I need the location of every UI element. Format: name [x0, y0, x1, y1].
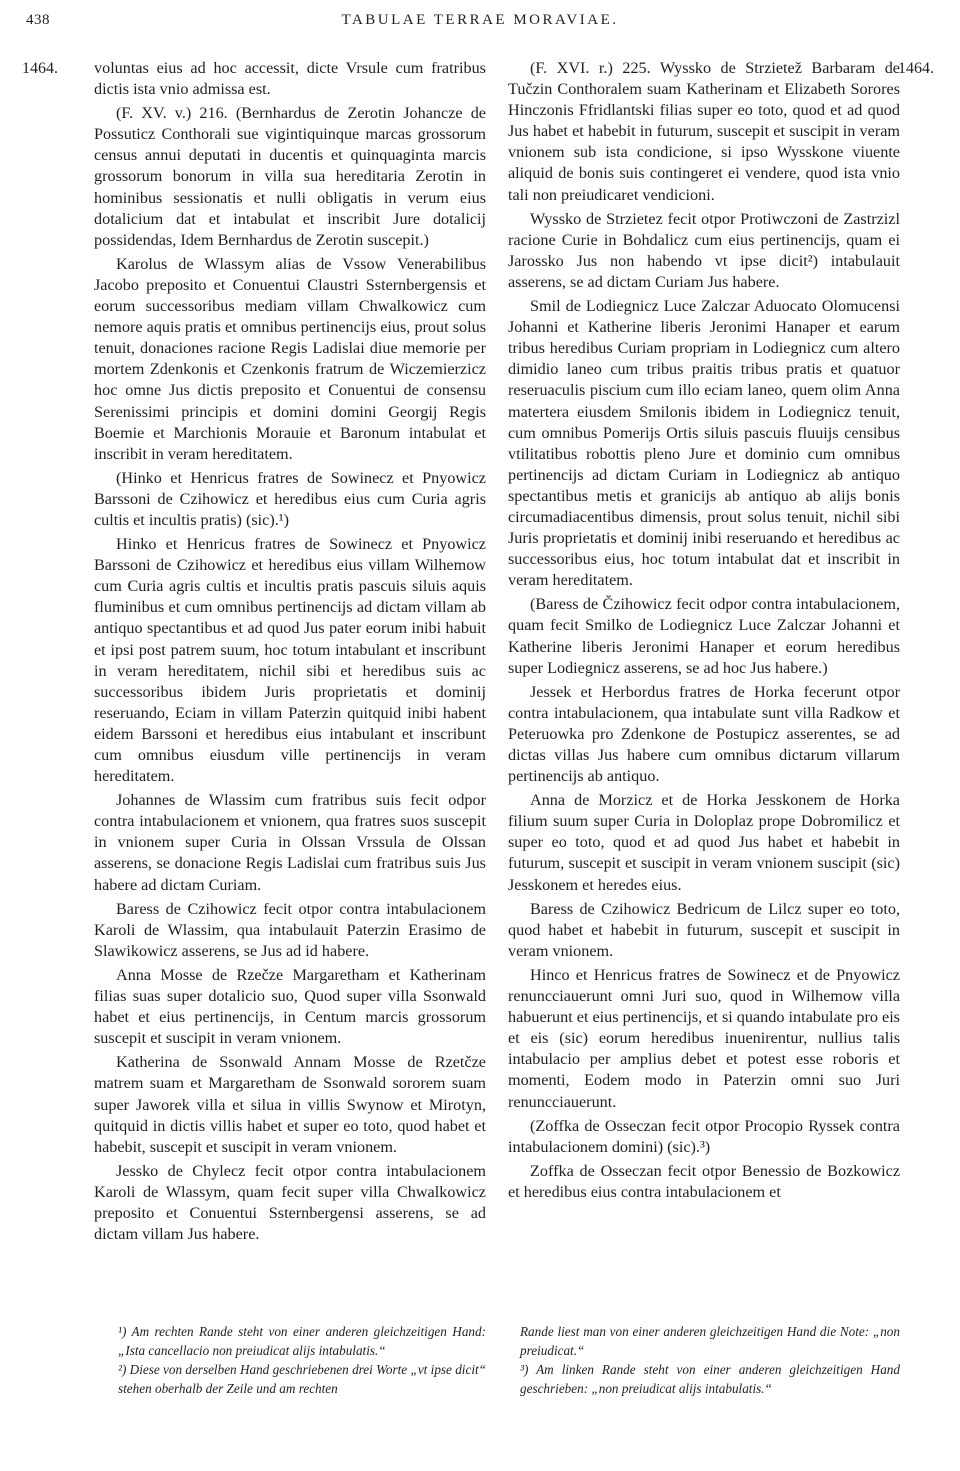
entry-234: Zoffka de Osseczan fecit otpor Benessio de Bozkowicz et heredibus eius contra intabulacionem et	[508, 1161, 900, 1201]
footnotes-left	[118, 1322, 486, 1398]
footnote-3: ³) Am linken Rande steht von einer anderen gleichzeitigen Hand geschrieben: „non preiudicat alijs intabulatis.“	[520, 1362, 900, 1396]
entry-220: Johannes de Wlassim cum fratribus suis fecit odpor contra intabulacionem et vnionem, qua fratres suos suscepit in vnionem super Curia in Olssan Vrssula de Olssan asserens, se donacione Regis Ladislai cum fratribus suis Jus habere ad dictam Curiam.	[94, 791, 486, 894]
running-title: TABULAE TERRAE MORAVIAE.	[341, 12, 619, 28]
entry-233: (Zoffka de Osseczan fecit otpor Procopio Ryssek contra intabulacionem domini) (sic).³)	[508, 1116, 900, 1156]
footnote-1: ¹) Am rechten Rande steht von einer anderen gleichzeitigen Hand: „Ista cancellacio non preiudicat alijs intabulatis.“	[118, 1324, 486, 1358]
entry-217: Karolus de Wlassym alias de Vssow Venerabilibus Jacobo preposito et Conuentui Claustri Ssternbergensis et eorum successoribus mediam villam Chwalkowicz cum nemore aquis pratis et omnibus pertinencijs eius, prout solus tenuit, donaciones racione Regis Ladislai diue memorie per mortem Zdenkonis et Czenkonis fratrum de Wiczemierzicz hoc omne Jus dictis preposito et Conuentui de consensu Serenissimi principis et domini domini Georgij Regis Boemie et Marchionis Morauie et Baronum intabulat et inscribit in veram hereditatem.	[94, 254, 486, 463]
entry-224: Jessko de Chylecz fecit otpor contra intabulacionem Karoli de Wlassym, quam fecit super villa Chwalkowicz preposito et Conuentui Ssternbergensi asserens, se ad dictam villam Jus habere.	[94, 1161, 486, 1244]
entry-227: Smil de Lodiegnicz Luce Zalczar Aduocato Olomucensi Johanni et Katherine liberis Jeronimi Hanaper et earum tribus heredibus Curiam propriam in Lodiegnicz cum altero dimidio laneo cum tribus praitis tribus pratis et quatuor reseruaculis piscium cum illo eciam laneo, quem olim Anna matertera eiusdem Smilonis ibidem in Lodiegnicz tenuit, cum omnibus Pomerijs Ortis siluis pascuis fluuijs censibus vtilitatibus robottis pleno Jure et dominio cum omnibus pertinencijs ad dictam Curiam in Lodiegnicz ab antiquo spectantibus metis et granicijs ab antiquo ab alijs bonis circumadiacentibus dimensis, prout solus tenuit, nichil sibi Juris proprietatis et dominij inibi reseruando et heredibus ac successoribus eius, hoc totum intabulat dat et inscribit in veram hereditatem.	[508, 297, 900, 590]
margin-year-right: 1464.	[898, 60, 934, 77]
entry-221: Baress de Czihowicz fecit otpor contra intabulacionem Karoli de Wlassim, qua intabulauit Paterzin Erasimo de Slawikowicz asserens, se Jus ad id habere.	[94, 899, 486, 960]
entry-230: Anna de Morzicz et de Horka Jesskonem de Horka filium suum super Curia in Doloplaz prope Dobromilicz et super eo toto, quod et ad quod Jus habet et habebit in futurum, suscepit et suscipit in veram vnionem suscipit (sic) Jesskonem et heredes eius.	[508, 791, 900, 894]
entry-226: Wyssko de Strzietez fecit otpor Protiwczoni de Zastrzizl racione Curie in Bohdalicz cum eius pertinencijs, quam ei Jarossko Jus non habendo vt ipse dicit²) intabulauit asserens, se ad dictam Curiam Jus habere.	[508, 209, 900, 291]
entry-223: Katherina de Ssonwald Annam Mosse de Rzetčze matrem suam et Margaretham de Ssonwald sororem suam super Jaworek villa et silua in villis Swynow et Mirotyn, quitquid in dictis villis habet et super eo toto, quod habet et habebit, suscepit et suscipit in veram vnionem.	[94, 1053, 486, 1156]
left-column	[94, 58, 486, 1248]
page-number: 438	[26, 12, 50, 28]
footnotes-right	[520, 1322, 900, 1398]
entry-228: (Baress de Čzihowicz fecit odpor contra intabulacionem, quam fecit Smilko de Lodiegnicz Luce Zalczar Johanni et Katherine liberis Jeronimi Hanaper et eorum heredibus super Lodiegnicz asserens, se ad hoc Jus habere.)	[508, 595, 900, 677]
entry-225: (F. XVI. r.) 225. Wyssko de Strzietež Barbaram de Tučzin Conthoralem suam Katherinam et Elizabeth Sorores Hinczonis Ffridlantski filias super eo toto, quod et ad quod Jus habet et habebit in futurum, suscepit et suscipit in veram vnionem sub ista condicione, si ipso Wysskone viuente aliquid de bonis suis contingeret ei vendere, quod ista vnio tali non preiudicaret vendicioni.	[508, 59, 900, 204]
entry-218: (Hinko et Henricus fratres de Sowinecz et Pnyowicz Barssoni de Czihowicz et heredibus eius cum Curia agris cultis et incultis pratis) (sic).¹)	[94, 468, 486, 529]
margin-year-left: 1464.	[22, 60, 58, 77]
entry-229: Jessek et Herbordus fratres de Horka fecerunt otpor contra intabulacionem, qua intabulate sunt villa Radkow et Peteruowka pro Zdenkone de Postupicz asserentes, se ad dictas villas Jus habere cum omnibus dictarum villarum pertinencijs ab antiquo.	[508, 682, 900, 786]
footnote-2: ²) Diese von derselben Hand geschriebenen drei Worte „vt ipse dicit“ stehen oberhalb der Zeile und am rechten	[118, 1362, 486, 1396]
entry-231: Baress de Czihowicz Bedricum de Lilcz super eo toto, quod habet et habebit in futurum, suscepit et suscipit in veram vnionem.	[508, 899, 900, 960]
entry-232: Hinco et Henricus fratres de Sowinecz et de Pnyowicz renuncciauerunt omni Juri suo, quod in Wilhemow villa habuerunt et eius pertinencijs, et si quando intabulate pro eis et eis (sic) eorum heredibus inuenirentur, nullius talis intabulacio per amplius debet et potest esse roboris et momenti, Eodem modo in Paterzin omni suo Juri renuncciauerunt.	[508, 965, 900, 1111]
entry-222: Anna Mosse de Rzečze Margaretham et Katherinam filias suas super dotalicio suo, Quod super villa Ssonwald habet et eius pertinencijs, in Centum marcis grossorum suscepit et suscipit in veram vnionem.	[94, 965, 486, 1048]
entry-continuation: voluntas eius ad hoc accessit, dicte Vrsule cum fratribus dictis ista vnio admissa est.	[94, 59, 486, 99]
footnote-2-continued: Rande liest man von einer anderen gleichzeitigen Hand die Note: „non preiudicat.“	[520, 1324, 900, 1358]
entry-219: Hinko et Henricus fratres de Sowinecz et Pnyowicz Barssoni de Czihowicz et heredibus eius villam Wilhemow cum Curia agris cultis et incultis pratis pascuis siluis aquis fluminibus et cum omnibus pertinencijs ad dictam villam ab antiquo spectantibus et ad quod Jus pater eorum inibi habuit et ipsi post patrem suum, hoc totum intabulant et inscribunt in veram hereditatem, nichil sibi et heredibus suis ac successoribus ibidem Juris proprietatis et dominij reseruando, Eciam in villam Paterzin quitquid inibi habent eidem Barssoni et heredibus eius intabulant et inscribunt cum omnibus eiusdum ville pertinencijs in veram hereditatem.	[94, 535, 486, 786]
entry-216: (F. XV. v.) 216. (Bernhardus de Zerotin Johancze de Possuticz Conthorali sue vigintiquinque marcas grossorum census annui deputati in ducentis et quinquaginta marcis grossorum bonorum in villa sua hereditaria Zerotin in hominibus sessionatis et nulli obligatis in verum eius dotalicium dat et intabulat et inscribit Jure dotalicij possidendas, Idem Bernhardus de Zerotin suscepit.)	[94, 104, 486, 249]
right-column	[508, 58, 900, 1206]
